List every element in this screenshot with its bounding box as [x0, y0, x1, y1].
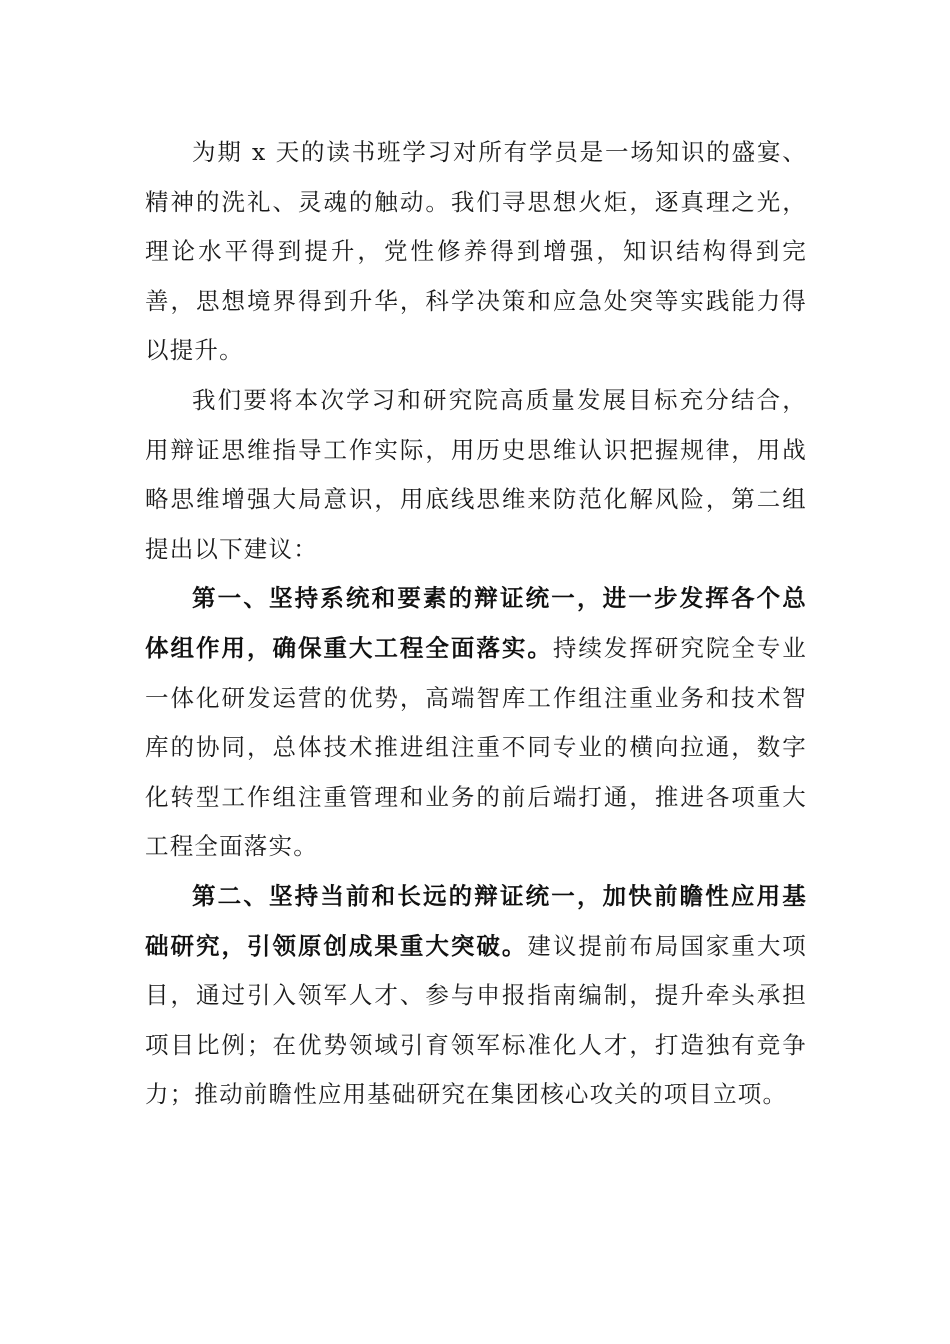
- paragraph-3: [145, 574, 807, 872]
- paragraph-1-text: 为期 x 天的读书班学习对所有学员是一场知识的盛宴、精神的洗礼、灵魂的触动。我们寻思想火炬，逐真理之光，理论水平得到提升，党性修养得到增强，知识结构得到完善，思想境界得到升华，科学决策和应急处突等实践能力得以提升。: [145, 138, 807, 365]
- paragraph-3-heading: 第一、坚持系统和要素的辩证统一，进一步发挥各个总体组作用，确保重大工程全面落实。: [145, 584, 807, 662]
- paragraph-1: [145, 128, 807, 376]
- paragraph-2: [145, 376, 807, 574]
- paragraph-4-heading: 第二、坚持当前和长远的辩证统一，加快前瞻性应用基础研究，引领原创成果重大突破。: [145, 881, 807, 960]
- paragraph-2-text: 我们要将本次学习和研究院高质量发展目标充分结合，用辩证思维指导工作实际，用历史思维认识把握规律，用战略思维增强大局意识，用底线思维来防范化解风险，第二组提出以下建议：: [145, 385, 807, 563]
- paragraph-4: [145, 872, 807, 1120]
- document-body: [145, 128, 807, 1120]
- paragraph-4-text: 建议提前布局国家重大项目，通过引入领军人才、参与申报指南编制，提升牵头承担项目比例；在优势领域引育领军标准化人才，打造独有竞争力；推动前瞻性应用基础研究在集团核心攻关的项目立项。: [145, 931, 808, 1109]
- paragraph-3-text: 持续发挥研究院全专业一体化研发运营的优势，高端智库工作组注重业务和技术智库的协同，总体技术推进组注重不同专业的横向拉通，数字化转型工作组注重管理和业务的前后端打通，推进各项重大工程全面落实。: [145, 633, 808, 861]
